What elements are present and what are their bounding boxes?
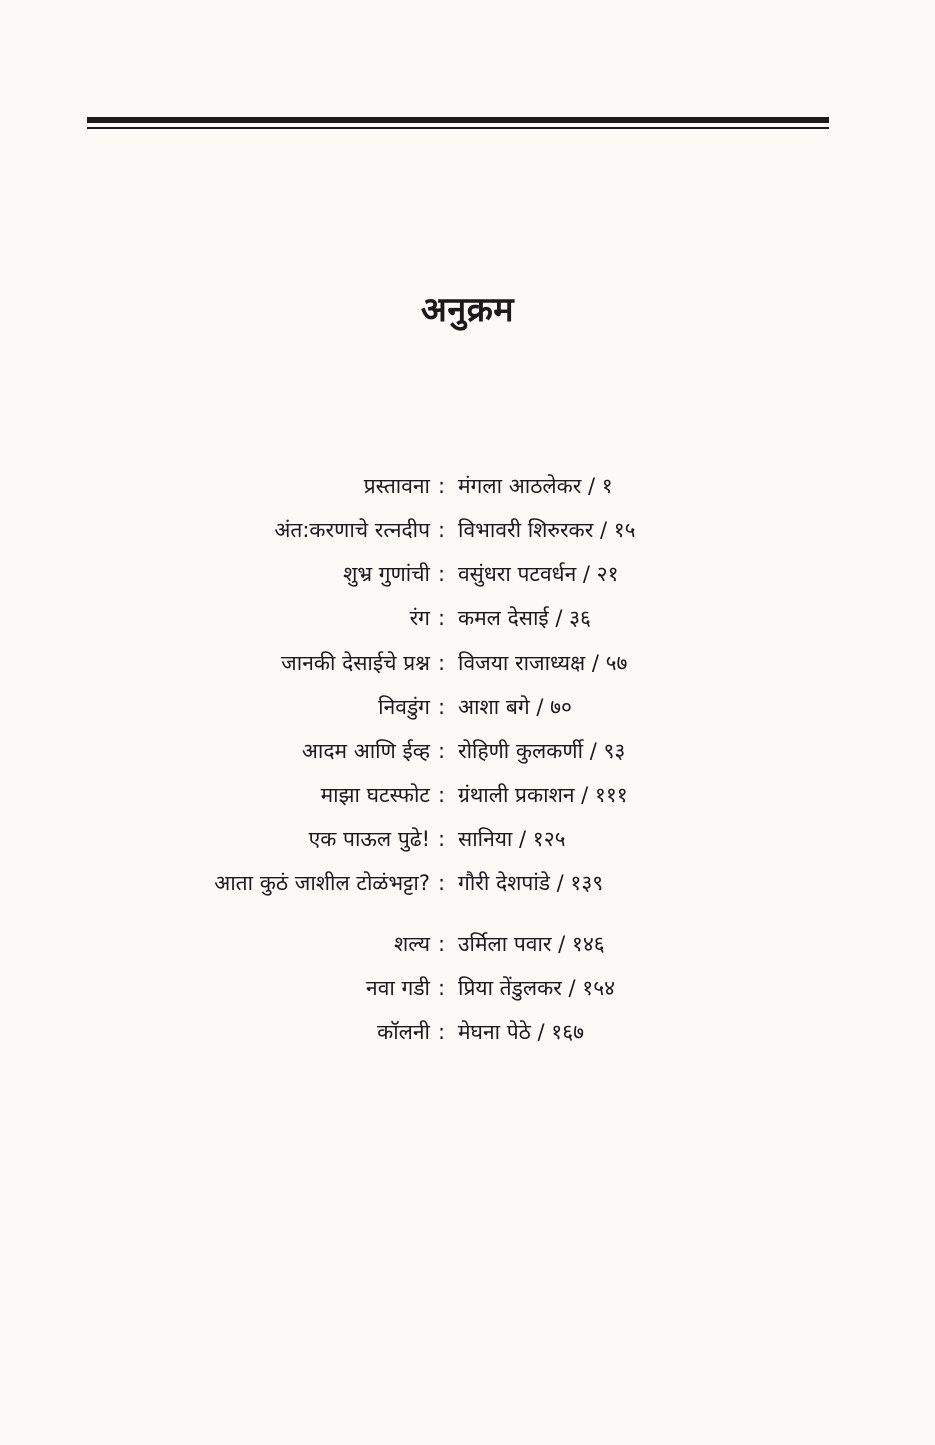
toc-story-title: माझा घटस्फोट [320, 783, 430, 807]
toc-author-page: कमल देसाई / ३६ [458, 606, 591, 630]
toc-separator: : [438, 606, 446, 630]
toc-separator: : [438, 1020, 446, 1044]
toc-entry [0, 689, 935, 725]
toc-entry [0, 777, 935, 813]
toc-author-page: गौरी देशपांडे / १३९ [458, 871, 604, 895]
toc-separator: : [438, 827, 446, 851]
toc-story-title: शल्य [393, 932, 430, 956]
toc-story-title: कॉलनी [377, 1020, 430, 1044]
toc-author-page: रोहिणी कुलकर्णी / ९३ [458, 739, 626, 763]
toc-separator: : [438, 474, 446, 498]
toc-story-title: रंग [409, 606, 430, 630]
toc-story-title: आता कुठं जाशील टोळंभट्टा? [214, 871, 430, 895]
toc-author-page: उर्मिला पवार / १४६ [458, 932, 605, 956]
toc-separator: : [438, 651, 446, 675]
toc-author-page: मंगला आठलेकर / १ [458, 474, 613, 498]
toc-entry [0, 970, 935, 1006]
toc-story-title: एक पाऊल पुढे! [308, 827, 430, 851]
page-title: अनुक्रम [420, 290, 515, 330]
toc-entry [0, 733, 935, 769]
toc-author-page: आशा बगे / ७० [458, 695, 572, 719]
toc-entry [0, 645, 935, 681]
toc-author-page: ग्रंथाली प्रकाशन / १११ [458, 783, 628, 807]
toc-author-page: सानिया / १२५ [458, 827, 566, 851]
toc-separator: : [438, 783, 446, 807]
toc-separator: : [438, 976, 446, 1000]
toc-separator: : [438, 871, 446, 895]
toc-author-page: मेघना पेठे / १६७ [458, 1020, 585, 1044]
toc-entry [0, 468, 935, 504]
toc-story-title: शुभ्र गुणांची [343, 562, 430, 586]
toc-entry [0, 1014, 935, 1050]
toc-separator: : [438, 739, 446, 763]
toc-separator: : [438, 562, 446, 586]
toc-author-page: प्रिया तेंडुलकर / १५४ [458, 976, 616, 1000]
toc-story-title: प्रस्तावना [363, 474, 430, 498]
toc-entry [0, 556, 935, 592]
toc-entry [0, 821, 935, 857]
toc-entry [0, 926, 935, 962]
toc-entry [0, 600, 935, 636]
toc-author-page: विभावरी शिरुरकर / १५ [458, 518, 636, 542]
toc-story-title: नवा गडी [366, 976, 430, 1000]
toc-separator: : [438, 518, 446, 542]
toc-separator: : [438, 695, 446, 719]
toc-entry [0, 865, 935, 901]
toc-author-page: वसुंधरा पटवर्धन / २१ [458, 562, 619, 586]
toc-story-title: आदम आणि ईव्ह [301, 739, 430, 763]
toc-story-title: निवडुंग [378, 695, 430, 719]
toc-entry [0, 512, 935, 548]
toc-story-title: जानकी देसाईचे प्रश्न [281, 651, 430, 675]
toc-author-page: विजया राजाध्यक्ष / ५७ [458, 651, 628, 675]
toc-story-title: अंत:करणाचे रत्नदीप [274, 518, 430, 542]
toc-separator: : [438, 932, 446, 956]
